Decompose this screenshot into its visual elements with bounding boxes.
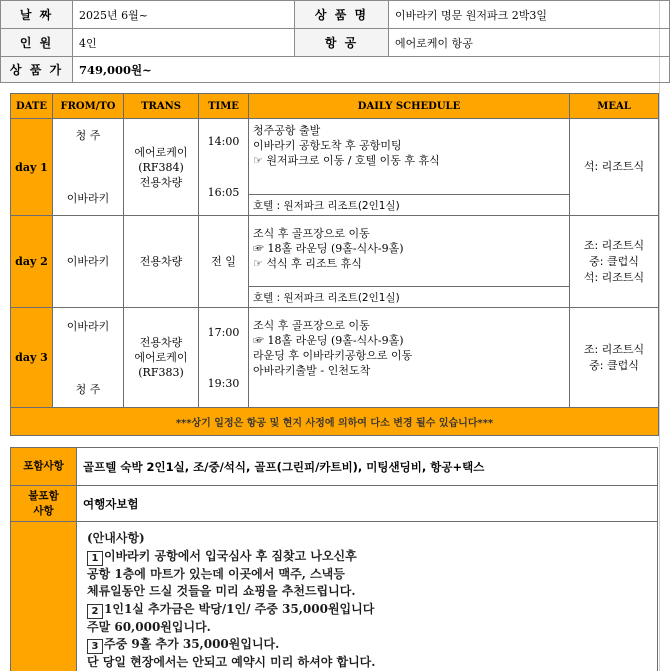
right-gutter — [659, 0, 671, 671]
schedule-notice: ***상기 일정은 항공 및 현지 사정에 의하여 다소 변경 될수 있습니다*** — [11, 408, 659, 436]
guide-line: 1 이바라키 공항에서 입국심사 후 짐찾고 나오신후 — [87, 548, 647, 566]
day3-trans-line: 에어로케이 — [134, 351, 188, 364]
guide-line: 3 주중 9홀 추가 35,000원입니다. — [87, 636, 647, 654]
day1-time-end: 16:05 — [207, 186, 240, 199]
guide-line: 공항 1층에 마트가 있는데 이곳에서 맥주, 스낵등 — [87, 566, 345, 581]
day2-from: 이바라키 — [53, 216, 124, 308]
meal-line: 중: 클럽식 — [589, 358, 639, 372]
schedule-line: ☞ 18홀 라운딩 (9홀-식사-9홀) — [253, 242, 404, 255]
day1-from-to — [53, 119, 124, 216]
day1-hotel: 호텔 : 원저파크 리조트(2인1실) — [249, 195, 570, 216]
schedule-line: ☞ 18홀 라운딩 (9홀-식사-9홀) — [253, 334, 404, 347]
schedule-line: ☞ 석식 후 리조트 휴식 — [253, 257, 362, 270]
day2-label: day 2 — [11, 216, 53, 308]
day3-from-to — [53, 308, 124, 408]
schedule-line: 아바라키출발 - 인천도착 — [253, 364, 371, 377]
day3-label: day 3 — [11, 308, 53, 408]
guide-label-cell — [11, 522, 77, 671]
guide-line: 2 1인1실 추가금은 박당/1인/ 주중 35,000원입니다 — [87, 601, 647, 619]
day1-to: 이바라키 — [66, 192, 110, 205]
people-value: 4인 — [73, 29, 295, 57]
excluded-label — [11, 486, 77, 522]
header-trans: TRANS — [124, 94, 199, 119]
guide-line: 체류일동안 드실 것들을 미리 쇼핑을 추천드립니다. — [87, 584, 356, 598]
day2-schedule — [249, 216, 570, 287]
meal-line: 조: 리조트식 — [583, 342, 645, 356]
schedule-header-row — [11, 94, 659, 119]
day3-time — [199, 308, 249, 408]
day3-trans-line: 전용차량 — [139, 336, 183, 349]
header-date: DATE — [11, 94, 53, 119]
meal-line: 석: 리조트식 — [583, 270, 645, 284]
date-label: 날 짜 — [1, 1, 73, 29]
product-value: 이바라키 명문 원저파크 2박3일 — [389, 1, 670, 29]
day3-from: 이바라키 — [66, 319, 110, 333]
guide-title: (안내사항) — [87, 531, 145, 545]
excluded-label-line: 불포함 — [28, 489, 59, 502]
guide-body — [77, 522, 657, 671]
day3-time-start: 17:00 — [207, 325, 240, 339]
excluded-table — [10, 485, 658, 522]
schedule-table — [10, 93, 659, 436]
day3-time-end: 19:30 — [207, 376, 240, 390]
date-value: 2025년 6월~ — [73, 1, 295, 29]
product-label: 상 품 명 — [295, 1, 389, 29]
people-label: 인 원 — [1, 29, 73, 57]
guide-number-badge: 2 — [87, 604, 103, 619]
day3-trans — [124, 308, 199, 408]
guide-line: 단 당일 현장에서는 안되고 예약시 미리 하셔야 합니다. — [87, 655, 376, 669]
price-label: 상 품 가 — [1, 57, 73, 83]
day1-time-start: 14:00 — [207, 135, 240, 148]
schedule-line: 조식 후 골프장으로 이동 — [253, 319, 370, 332]
day1-schedule — [249, 119, 570, 195]
excluded-text: 여행자보험 — [77, 486, 658, 522]
day2-hotel: 호텔 : 원저파크 리조트(2인1실) — [249, 287, 570, 308]
day1-label: day 1 — [11, 119, 53, 216]
day3-row — [11, 308, 659, 408]
day3-meal — [570, 308, 659, 408]
day3-schedule — [249, 308, 570, 408]
header-daily-schedule: DAILY SCHEDULE — [249, 94, 570, 119]
day1-from: 청 주 — [75, 129, 101, 142]
meal-line: 조: 리조트식 — [583, 238, 645, 252]
guide-section — [10, 521, 658, 671]
day1-trans-line: 에어로케이 — [134, 145, 188, 159]
excluded-label-line: 사항 — [33, 504, 54, 517]
included-label: 포함사항 — [11, 448, 77, 486]
schedule-line: 조식 후 골프장으로 이동 — [253, 227, 370, 240]
header-time: TIME — [199, 94, 249, 119]
meal-line: 석: 리조트식 — [583, 160, 645, 173]
day2-row — [11, 216, 659, 287]
day1-time — [199, 119, 249, 216]
day1-row — [11, 119, 659, 195]
meal-line: 중: 클럽식 — [589, 254, 639, 268]
guide-line: 주말 60,000원입니다. — [87, 619, 211, 634]
schedule-line: ☞ 원저파크로 이동 / 호텔 이동 후 휴식 — [253, 154, 440, 167]
header-meal: MEAL — [570, 94, 659, 119]
included-table — [10, 447, 658, 486]
airline-label: 항 공 — [295, 29, 389, 57]
day2-meal — [570, 216, 659, 308]
day1-trans-line: (RF384) — [138, 160, 184, 174]
airline-value: 에어로케이 항공 — [389, 29, 670, 57]
day2-trans: 전용차량 — [124, 216, 199, 308]
guide-number-badge: 1 — [87, 551, 103, 566]
day3-to: 청 주 — [75, 382, 101, 396]
day1-trans-line: 전용차량 — [139, 175, 183, 189]
schedule-line: 청주공항 출발 — [253, 124, 321, 137]
guide-number-badge: 3 — [87, 639, 103, 654]
day1-trans — [124, 119, 199, 216]
day1-meal — [570, 119, 659, 216]
header-from-to: FROM/TO — [53, 94, 124, 119]
included-text: 골프텔 숙박 2인1실, 조/중/석식, 골프(그린피/카트비), 미팅샌딩비, 항공+택스 — [77, 448, 658, 486]
schedule-line: 라운딩 후 이바라키공항으로 이동 — [253, 349, 413, 362]
day2-time: 전 일 — [199, 216, 249, 308]
trip-info-table — [0, 0, 670, 83]
price-value: 749,000원~ — [73, 57, 670, 83]
day3-trans-line: (RF383) — [138, 366, 184, 379]
schedule-line: 이바라키 공항도착 후 공항미팅 — [253, 139, 402, 152]
